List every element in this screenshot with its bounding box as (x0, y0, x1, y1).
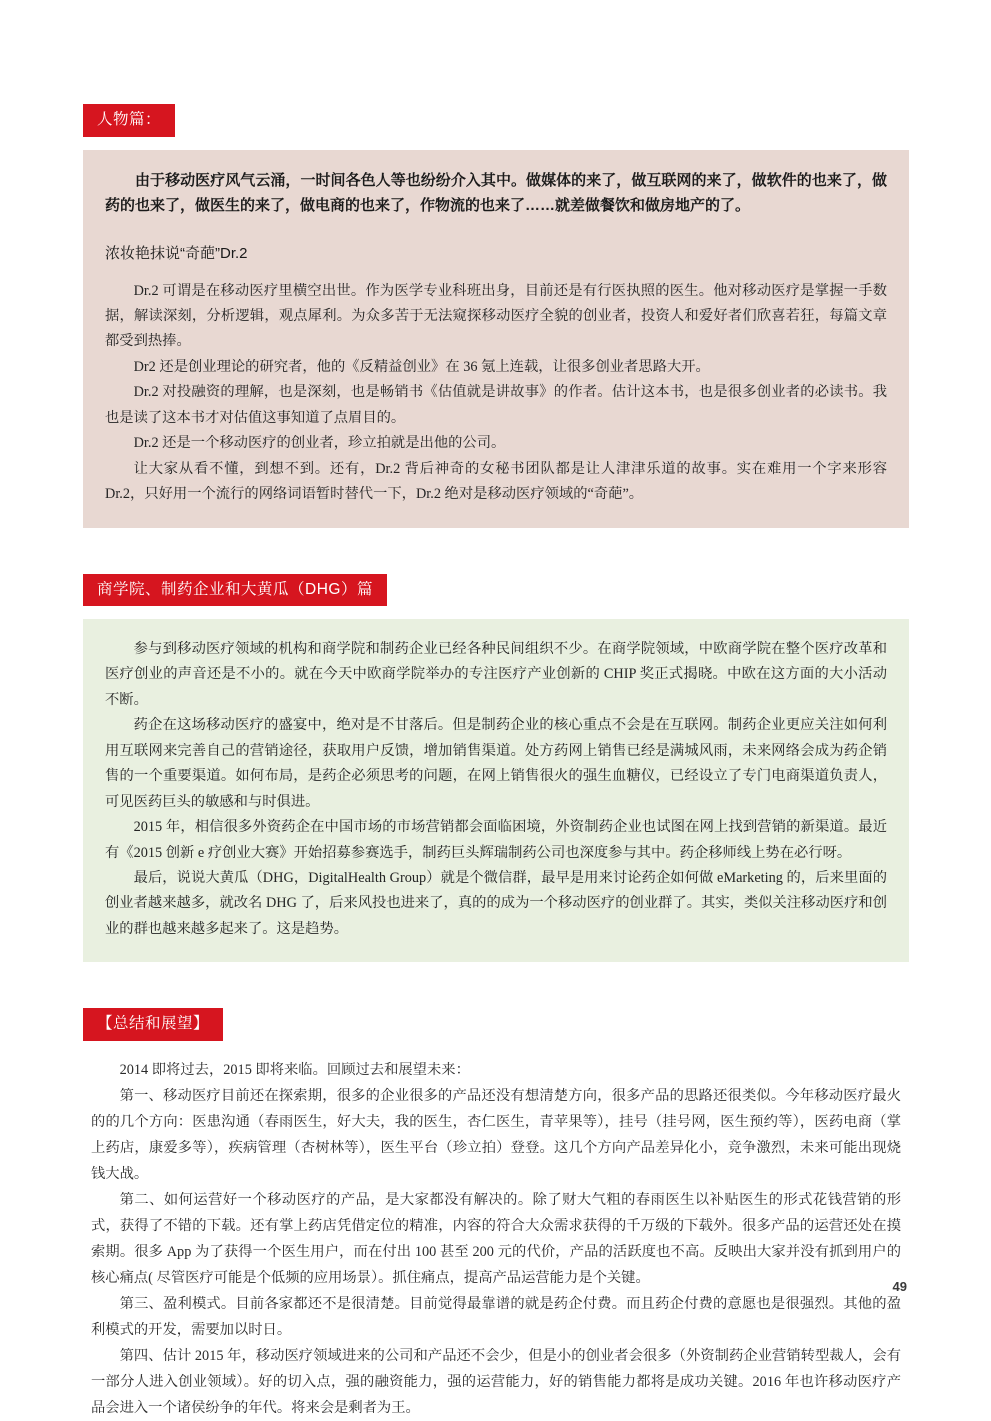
section-1-lead-paragraph: 由于移动医疗风气云涌，一时间各色人等也纷纷介入其中。做媒体的来了，做互联网的来了，做软件的也来了，做药的也来了，做医生的来了，做电商的也来了，作物流的也来了……就差做餐饮和做房地产的了。 (105, 171, 887, 215)
paragraph: 药企在这场移动医疗的盛宴中，绝对是不甘落后。但是制药企业的核心重点不会是在互联网。制药企业更应关注如何利用互联网来完善自己的营销途径，获取用户反馈，增加销售渠道。处方药网上销售已经是满城风雨，未来网络会成为药企销售的一个重要渠道。如何布局，是药企必须思考的问题，在网上销售很火的强生血糖仪，已经设立了专门电商渠道负责人，可见医药巨头的敏感和与时俱进。 (105, 717, 887, 810)
section-1-subheading: 浓妆艳抹说“奇葩”Dr.2 (105, 245, 248, 263)
paragraph: 第四、估计 2015 年，移动医疗领域进来的公司和产品还不会少，但是小的创业者会很多（外资制药企业营销转型裁人，会有一部分人进入创业领域）。好的切入点，强的融资能力，强的运营能力，好的销售能力都将是成功关键。2016 年也许移动医疗产品会进入一个诸侯纷争的年代。将来会是剩者为王。 (91, 1347, 901, 1416)
paragraph: 2015 年，相信很多外资药企在中国市场的市场营销都会面临困境，外资制药企业也试图在网上找到营销的新渠道。最近有《2015 创新 e 疗创业大赛》开始招募参赛选手，制药巨头辉瑞制药公司也深度参与其中。药企移师线上势在必行呀。 (105, 819, 887, 861)
section-tag-people: 人物篇： (83, 104, 175, 137)
section-3-block (83, 1041, 909, 1421)
section-tag-summary-outlook: 【总结和展望】 (83, 1008, 223, 1041)
paragraph: Dr.2 还是一个移动医疗的创业者，珍立拍就是出他的公司。 (133, 435, 506, 452)
section-3-tag-row (83, 1008, 909, 1041)
paragraph: 第二、如何运营好一个移动医疗的产品，是大家都没有解决的。除了财大气粗的春雨医生以补贴医生的形式花钱营销的形式，获得了不错的下载。还有掌上药店凭借定位的精准，内容的符合大众需求获得的千万级的下载外。很多产品的运营还处在摸索期。很多 App 为了获得一个医生用户，而在付出 100 甚至 200 元的代价，产品的活跃度也不高。反映出大家并没有抓到用户的核心痛点( 尽管医疗可能是个低频的应用场景）。抓住痛点，提高产品运营能力是个关键。 (91, 1191, 901, 1286)
page-number: 49 (892, 1279, 907, 1294)
paragraph: 2014 即将过去，2015 即将来临。回顾过去和展望未来： (119, 1061, 470, 1078)
spacer (83, 137, 909, 150)
paragraph: 第一、移动医疗目前还在探索期，很多的企业很多的产品还没有想清楚方向，很多产品的思路还很类似。今年移动医疗最火的的几个方向：医患沟通（春雨医生，好大夫，我的医生，杏仁医生，青苹果等），挂号（挂号网，医生预约等），医药电商（掌上药店，康爱多等），疾病管理（杏树林等），医生平台（珍立拍）登登。这几个方向产品差异化小，竞争激烈，未来可能出现烧钱大战。 (91, 1087, 901, 1182)
spacer (83, 606, 909, 619)
paragraph: 第三、盈利模式。目前各家都还不是很清楚。目前觉得最靠谱的就是药企付费。而且药企付费的意愿也是很强烈。其他的盈利模式的开发，需要加以时日。 (91, 1295, 901, 1338)
paragraph: Dr2 还是创业理论的研究者，他的《反精益创业》在 36 氪上连载，让很多创业者思路大开。 (133, 358, 710, 375)
section-2-block (83, 619, 909, 962)
paragraph: 最后，说说大黄瓜（DHG，DigitalHealth Group）就是个微信群，最早是用来讨论药企如何做 eMarketing 的，后来里面的创业者越来越多，就改名 DHG 了，后来风投也进来了，真的的成为一个移动医疗的创业群了。其实，类似关注移动医疗和创业的群也越来越多起来了。这是趋势。 (105, 869, 887, 937)
paragraph: Dr.2 对投融资的理解，也是深刻，也是畅销书《估值就是讲故事》的作者。估计这本书，也是很多创业者的必读书。我也是读了这本书才对估值这事知道了点眉目的。 (105, 384, 887, 426)
paragraph: 参与到移动医疗领域的机构和商学院和制药企业已经各种民间组织不少。在商学院领域，中欧商学院在整个医疗改革和医疗创业的声音还是不小的。就在今天中欧商学院举办的专注医疗产业创新的 CHIP 奖正式揭晓。中欧在这方面的大小活动不断。 (105, 641, 887, 708)
spacer (83, 528, 909, 574)
section-1-block (83, 150, 909, 528)
paragraph: Dr.2 可谓是在移动医疗里横空出世。作为医学专业科班出身，目前还是有行医执照的医生。他对移动医疗是掌握一手数据，解读深刻，分析逻辑，观点犀利。为众多苦于无法窥探移动医疗全貌的创业者，投资人和爱好者们欣喜若狂，每篇文章都受到热捧。 (105, 282, 887, 350)
top-margin-spacer (83, 0, 909, 104)
page-content (83, 0, 909, 1421)
section-2-tag-row (83, 574, 909, 607)
section-1-tag-row (83, 104, 909, 137)
spacer (83, 962, 909, 1008)
paragraph: 让大家从看不懂，到想不到。还有，Dr.2 背后神奇的女秘书团队都是让人津津乐道的故事。实在难用一个字来形容 Dr.2，只好用一个流行的网络词语暂时替代一下，Dr.2 绝对是移动医疗领域的“奇葩”。 (105, 460, 887, 503)
section-tag-business-school-pharma-dhg: 商学院、制药企业和大黄瓜（DHG）篇 (83, 574, 387, 607)
